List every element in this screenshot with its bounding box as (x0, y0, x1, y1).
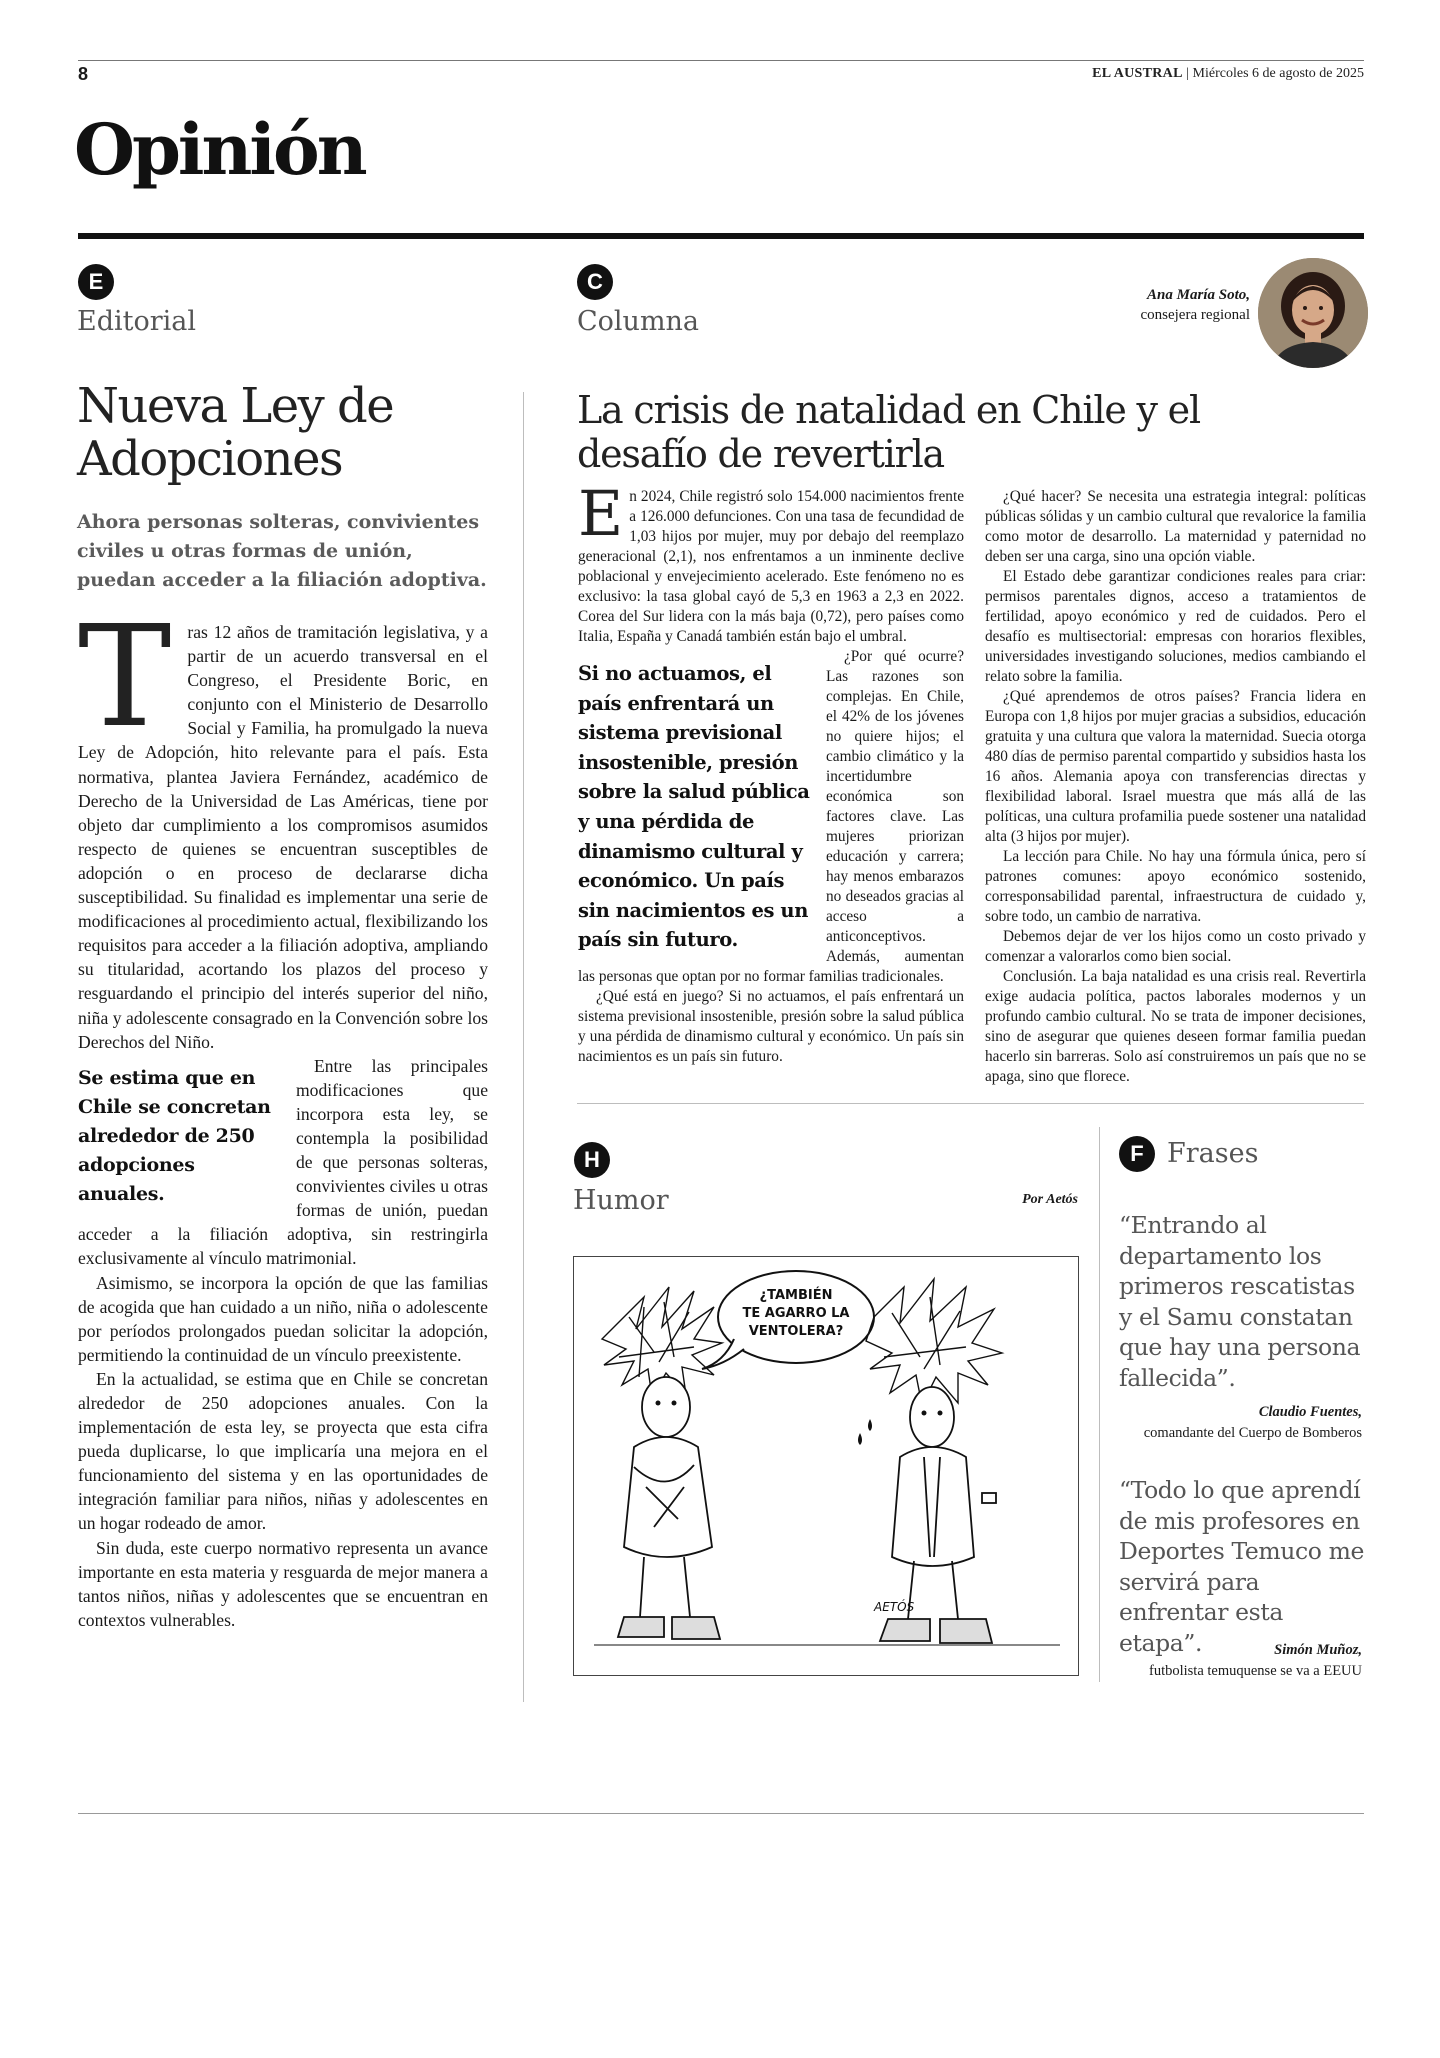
quote-attribution-role: comandante del Cuerpo de Bomberos (1143, 1425, 1362, 1441)
speech-line: VENTOLERA? (748, 1324, 844, 1339)
column-paragraph: El Estado debe garantizar condiciones reales para criar: permisos parentales dignos, acceso a tratamientos de fertilidad, apoyo económico y red de cuidados. Pero el desafío es multisectorial: empresas con horarios flexibles, universidades investigando soluciones, medios cambiando el relato sobre la familia. (985, 568, 1366, 685)
editorial-paragraph-text: Entre las principales modificaciones que incorpora esta ley, se contempla la posibilidad de que personas solteras, convivientes civiles u otras formas de unión, puedan acceder a la filiación adoptiva, sin restringirla exclusivamente al vínculo matrimonial. (78, 1055, 488, 1269)
column-kicker: Columna (577, 306, 700, 337)
cartoon (573, 1256, 1079, 1676)
page-number: 8 (78, 64, 89, 84)
column-bottom-rule (577, 1103, 1364, 1104)
column-paragraph: ¿Qué está en juego? Si no actuamos, el país enfrentará un sistema previsional insostenible, presión sobre la salud pública y una pérdida de dinamismo cultural y económico. Un país sin nacimientos es un país sin futuro. (578, 988, 964, 1065)
editorial-body (78, 596, 488, 1632)
editorial-drop-cap: T (78, 596, 172, 759)
editorial-kicker: Editorial (77, 306, 197, 337)
quote-attribution-name: Simón Muñoz, (1274, 1642, 1362, 1658)
author-role: consejera regional (1140, 307, 1250, 323)
column-paragraph-text: ¿Por qué ocurre? Las razones son complejas. En Chile, el 42% de los jóvenes no quiere hijos; el cambio climático y la incertidumbre económica son factores clave. Las mujeres priorizan educación y carrera; hay menos embarazos no deseados gracias al acceso a anticonceptivos. Además, aumentan las personas que optan por no formar familias tradicionales. (578, 648, 964, 985)
column-paragraph: ¿Qué hacer? Se necesita una estrategia integral: políticas públicas sólidas y un cambio cultural que revalorice la familia como motor de desarrollo. La maternidad y paternidad no deben ser una carga, sino una opción viable. (985, 488, 1366, 565)
masthead-separator: | (1186, 66, 1190, 81)
cartoon-signature: AETÓS (874, 1600, 915, 1614)
quote-text: “Entrando al departamento los primeros rescatistas y el Samu constatan que hay una persona fallecida”. (1119, 1211, 1361, 1392)
cartoon-byline: Por Aetós (1022, 1192, 1078, 1207)
editorial-dek: Ahora personas solteras, convivientes civiles u otras formas de unión, puedan acceder a la filiación adoptiva. (77, 511, 487, 591)
editorial-paragraph (78, 596, 488, 1054)
editorial-paragraph: Asimismo, se incorpora la opción de que las familias de acogida que han cuidado a un niño, niña o adolescente por períodos prolongados puedan solicitar la adopción, permitiendo la continuidad de un vínculo preexistente. (78, 1272, 488, 1365)
speech-line: TE AGARRO LA (742, 1306, 850, 1321)
editorial-paragraph: Sin duda, este cuerpo normativo representa un avance importante en esta materia y resguarda de mejor manera a tantos niños, niñas y adolescentes que se encuentran en contextos vulnerables. (78, 1537, 488, 1630)
column-paragraph: Conclusión. La baja natalidad es una crisis real. Revertirla exige audacia política, pactos laborales modernos y un profundo cambio cultural. No se trata de imponer decisiones, sino de asegurar que quienes deseen formar familia puedan hacerlo sin barreras. Solo así construiremos un país que no se apaga, sino que florece. (985, 968, 1366, 1085)
page-bottom-rule (78, 1813, 1364, 1814)
quote-text: “Todo lo que aprendí de mis profesores en Deportes Temuco me servirá para enfrentar esta etapa”. (1119, 1476, 1365, 1657)
column-paragraph: Debemos dejar de ver los hijos como un costo privado y comenzar a valorarlos como bien social. (985, 928, 1366, 965)
frases-badge: F (1119, 1136, 1155, 1172)
column-body-left (578, 477, 964, 1067)
column-drop-cap: E (578, 477, 624, 550)
column-pull-quote: Si no actuamos, el país enfrentará un sistema previsional insostenible, presión sobre la salud pública y una pérdida de dinamismo cultural y económico. Un país sin nacimientos es un país sin futuro. (578, 662, 810, 952)
section-title: Opinión (74, 108, 365, 191)
column-badge: C (577, 264, 613, 300)
author-name: Ana María Soto, (1147, 287, 1250, 303)
column-paragraph (578, 647, 964, 987)
humor-badge: H (574, 1142, 610, 1178)
publication-name: EL AUSTRAL (1092, 66, 1183, 81)
top-rule (78, 60, 1364, 61)
column-divider (523, 392, 524, 1702)
section-rule (78, 233, 1364, 239)
frases-kicker: Frases (1167, 1138, 1259, 1169)
quote-attribution-role: futbolista temuquense se va a EEUU (1148, 1663, 1362, 1679)
column-headline: La crisis de natalidad en Chile y el desafío de revertirla (577, 388, 1200, 476)
column-body-right (985, 487, 1366, 1087)
column-paragraph: ¿Qué aprendemos de otros países? Francia lidera en Europa con 1,8 hijos por mujer gracias a subsidios, educación gratuita y una cultura que valora la maternidad. Suecia otorga 480 días de permiso parental compartido y subsidios hasta los 16 años. Alemania apoya con transferencias directas y flexibilidad laboral. Israel muestra que más allá de las políticas, una cultura profamilia puede sostener una natalidad alta (3 hijos por mujer). (985, 688, 1366, 845)
humor-kicker: Humor (573, 1185, 669, 1216)
column-paragraph: La lección para Chile. No hay una fórmula única, pero sí patrones comunes: apoyo económico sostenido, corresponsabilidad parental, infraestructura de cuidado y, sobre todo, un cambio de narrativa. (985, 848, 1366, 925)
editorial-paragraph: En la actualidad, se estima que en Chile se concretan alrededor de 250 adopciones anuales. Con la implementación de esta ley, se proyecta que esta cifra pueda duplicarse, lo que implicaría una mejora en el funcionamiento del sistema y en las oportunidades de integración familiar para niños, niñas y adolescentes en un hogar rodeado de amor. (78, 1368, 488, 1534)
author-avatar (1258, 258, 1368, 368)
column-paragraph (578, 477, 964, 647)
publication-date: Miércoles 6 de agosto de 2025 (1192, 66, 1364, 81)
editorial-headline: Nueva Ley de Adopciones (77, 378, 394, 487)
speech-line: ¿TAMBIÉN (759, 1288, 833, 1303)
editorial-badge: E (78, 264, 114, 300)
masthead (1092, 66, 1364, 82)
column-paragraph-text: n 2024, Chile registró solo 154.000 nacimientos frente a 126.000 defunciones. Con una tasa de fecundidad de 1,03 hijos por mujer, muy por debajo del reemplazo generacional (2,1), nos enfrentamos a un inminente declive poblacional y envejecimiento acelerado. Este fenómeno no es exclusivo: la tasa global cayó de 5,3 en 1963 a 2,3 en 2022. Corea del Sur lidera con la más baja (0,72), pero países como Italia, España y Canadá también están bajo el umbral. (578, 488, 964, 645)
cartoon-illustration-icon (574, 1257, 1079, 1676)
editorial-pull-quote: Se estima que en Chile se concretan alrededor de 250 adopciones anuales. (78, 1066, 271, 1205)
author-portrait-icon (1258, 258, 1368, 368)
editorial-paragraph-text: ras 12 años de tramitación legislativa, y a partir de un acuerdo transversal en el Congreso, el Presidente Boric, en conjunto con el Ministerio de Desarrollo Social y Familia, ha promulgado la nueva Ley de Adopción, hito relevante para el país. Esta normativa, plantea Javiera Fernández, académico de Derecho de la Universidad de Las Américas, tiene por objeto dar cumplimiento a los compromisos asumidos respecto de quienes se encuentran susceptibles de adopción o en proceso de declararse dicha susceptibilidad. Su finalidad es implementar una serie de modificaciones al procedimiento actual, flexibilizando los requisitos para acceder a la filiación adoptiva, ampliando su titularidad, acortando los plazos del proceso y resguardando el principio del interés superior del niño, niña y adolescente consagrado en la Convención sobre los Derechos del Niño. (78, 622, 488, 1052)
editorial-paragraph (78, 1054, 488, 1271)
frases-divider (1099, 1127, 1100, 1682)
quote-attribution-name: Claudio Fuentes, (1258, 1404, 1362, 1420)
